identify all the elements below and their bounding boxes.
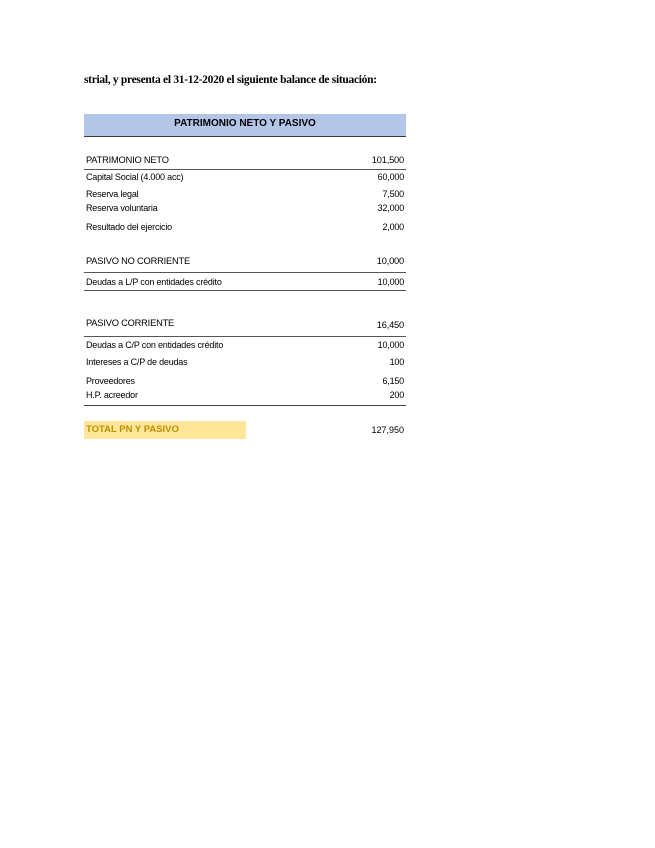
section-divider — [84, 336, 406, 337]
line-item-label: Resultado del ejercicio — [86, 222, 172, 232]
line-item-label: Deudas a C/P con entidades crédito — [86, 340, 224, 350]
line-item-value: 7,500 — [382, 189, 404, 199]
section-divider — [84, 290, 406, 291]
section-label: PATRIMONIO NETO — [86, 155, 169, 165]
line-item-label: Capital Social (4.000 acc) — [86, 172, 184, 182]
line-item-value: 32,000 — [377, 203, 404, 213]
total-divider — [84, 405, 406, 406]
line-item-value: 60,000 — [377, 172, 404, 182]
line-item-value: 2,000 — [382, 222, 404, 232]
total-value: 127,950 — [371, 425, 404, 435]
line-item-label: Reserva voluntaria — [86, 203, 158, 213]
section-label: PASIVO NO CORRIENTE — [86, 256, 190, 266]
total-label: TOTAL PN Y PASIVO — [84, 421, 246, 439]
section-divider — [84, 169, 406, 170]
section-value: 101,500 — [371, 155, 404, 165]
line-item-label: Intereses a C/P de deudas — [86, 357, 188, 367]
section-divider — [84, 272, 406, 273]
line-item-label: Reserva legal — [86, 189, 139, 199]
line-item-value: 6,150 — [382, 376, 404, 386]
line-item-label: H.P. acreedor — [86, 390, 138, 400]
line-item-value: 100 — [389, 357, 404, 367]
page-heading: strial, y presenta el 31-12-2020 el siguiente balance de situación: — [84, 74, 377, 86]
section-value: 16,450 — [376, 320, 404, 330]
table-header: PATRIMONIO NETO Y PASIVO — [84, 114, 406, 137]
section-label: PASIVO CORRIENTE — [86, 318, 175, 328]
line-item-value: 200 — [389, 390, 404, 400]
line-item-value: 10,000 — [377, 277, 404, 287]
line-item-label: Proveedores — [86, 376, 135, 386]
line-item-value: 10,000 — [377, 340, 404, 350]
section-value: 10,000 — [376, 256, 404, 266]
line-item-label: Deudas a L/P con entidades crédito — [86, 277, 222, 287]
